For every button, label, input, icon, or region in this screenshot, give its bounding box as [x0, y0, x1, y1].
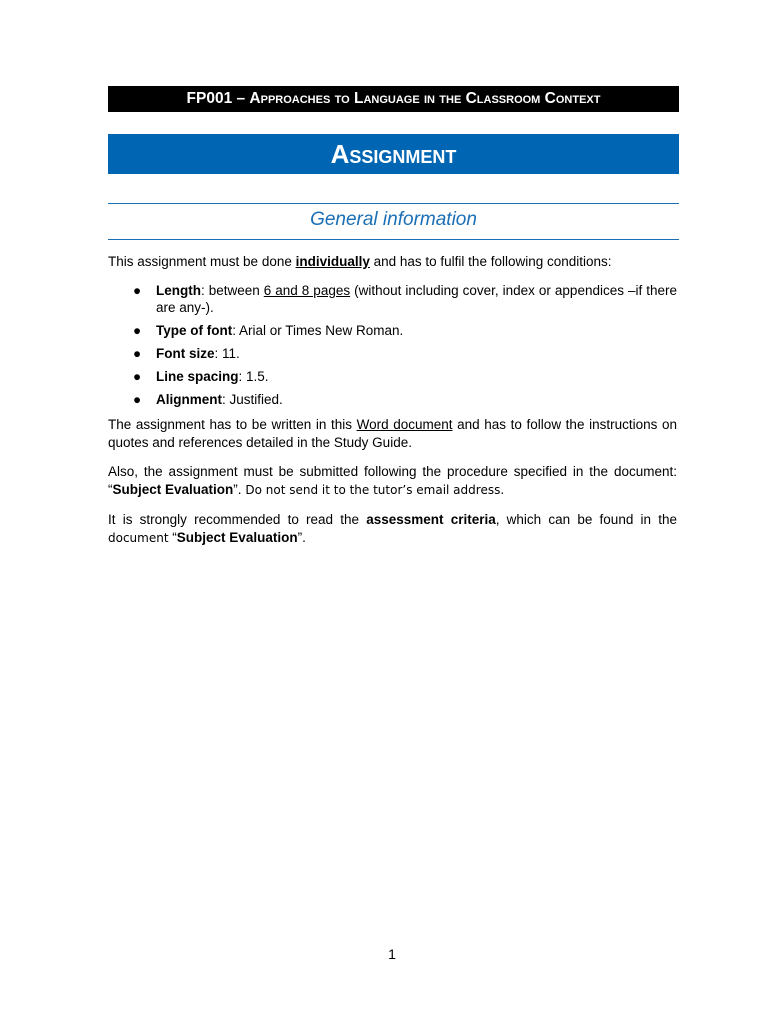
- condition-text: : 1.5.: [238, 369, 269, 384]
- section-rule-bottom: [108, 239, 679, 240]
- submit-text-before: Also, the assignment must be submitted following the procedure specified in the document: “: [108, 464, 677, 497]
- conditions-list: [108, 282, 677, 414]
- condition-text: : Justified.: [222, 392, 283, 407]
- condition-text-post: (without including cover, index or appendices –if there are any-).: [156, 283, 677, 315]
- subject-evaluation-ref-2: Subject Evaluation: [176, 529, 298, 545]
- criteria-doc-word: document: [108, 530, 169, 545]
- word-text-after: and has to follow the instructions on quotes and references detailed in the Study Guide.: [108, 417, 677, 450]
- list-item-font-size: [108, 345, 677, 362]
- intro-emphasis: individually: [295, 254, 370, 269]
- bullet-icon: ●: [133, 369, 142, 384]
- section-rule-top: [108, 203, 679, 204]
- criteria-quote-close: ”.: [297, 529, 306, 545]
- condition-label: Type of font: [156, 323, 233, 338]
- list-item-length: [108, 282, 677, 316]
- criteria-paragraph: [108, 511, 677, 547]
- word-document-link-text: Word document: [356, 417, 453, 432]
- list-item-alignment: [108, 391, 677, 408]
- criteria-text-before: It is strongly recommended to read the: [108, 512, 367, 527]
- page-number: 1: [388, 946, 396, 962]
- criteria-text-middle: , which can be found in the: [495, 512, 677, 527]
- condition-label: Alignment: [156, 392, 222, 407]
- condition-underlined: 6 and 8 pages: [263, 283, 351, 298]
- bullet-icon: ●: [133, 283, 142, 298]
- list-item-font-type: [108, 322, 677, 339]
- condition-label: Font size: [156, 346, 215, 361]
- assessment-criteria-ref: assessment criteria: [366, 512, 496, 527]
- intro-paragraph: [108, 253, 677, 271]
- course-code: FP001 –: [186, 90, 250, 107]
- bullet-icon: ●: [133, 392, 142, 407]
- criteria-quote-open: “: [168, 529, 177, 545]
- bullet-icon: ●: [133, 323, 142, 338]
- submission-paragraph: [108, 463, 677, 499]
- bullet-icon: ●: [133, 346, 142, 361]
- condition-text: : Arial or Times New Roman.: [232, 323, 404, 338]
- word-document-paragraph: [108, 416, 677, 451]
- condition-label: Line spacing: [156, 369, 239, 384]
- course-header-bar: [108, 86, 679, 112]
- list-item-line-spacing: [108, 368, 677, 385]
- word-text-before: The assignment has to be written in this: [108, 417, 357, 432]
- course-title: Approaches to Language in the Classroom Context: [249, 90, 601, 107]
- intro-text-after: and has to fulfil the following conditions:: [369, 254, 612, 269]
- condition-label: Length: [156, 283, 201, 298]
- intro-text-before: This assignment must be done: [108, 254, 296, 269]
- submit-quote-close: ”.: [233, 481, 242, 497]
- document-title: Assignment: [108, 134, 679, 174]
- condition-text: : 11.: [214, 346, 240, 361]
- section-title: General information: [310, 209, 477, 230]
- subject-evaluation-ref: Subject Evaluation: [112, 481, 234, 497]
- condition-text: : between: [201, 283, 264, 298]
- submit-warning: Do not send it to the tutor’s email address.: [241, 482, 505, 497]
